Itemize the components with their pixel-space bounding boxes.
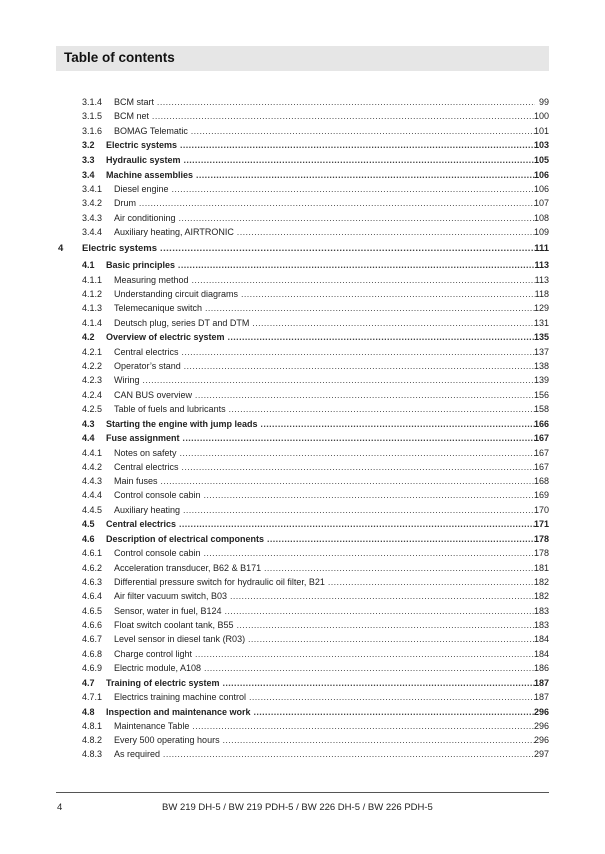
- toc-entry-number: 3.3: [82, 155, 95, 165]
- toc-entry-title-leader: [114, 474, 535, 488]
- toc-entry[interactable]: [0, 604, 605, 618]
- toc-entry[interactable]: [0, 733, 605, 747]
- toc-entry-title-leader: [114, 733, 535, 747]
- toc-entry-title: Every 500 operating hours: [114, 735, 220, 746]
- toc-entry[interactable]: [0, 690, 605, 704]
- toc-entry-number: 3.4.1: [82, 184, 103, 194]
- toc-entry-page: 131: [533, 317, 549, 328]
- toc-entry-title: Main fuses: [114, 476, 158, 487]
- toc-entry-number: 3.4.2: [82, 198, 103, 209]
- toc-entry-title-leader: [106, 330, 535, 344]
- toc-entry[interactable]: [0, 446, 605, 460]
- toc-entry-number: 4.6.5: [82, 605, 103, 616]
- toc-entry-page: 296: [533, 720, 549, 731]
- footer-models: BW 219 DH-5 / BW 219 PDH-5 / BW 226 DH-5 / BW 226 PDH-5: [162, 802, 433, 813]
- footer-page-number: 4: [57, 802, 63, 813]
- toc-entry-number: 4.8.1: [82, 720, 103, 731]
- toc-entry[interactable]: [0, 196, 605, 210]
- toc-entry-title-leader: [114, 373, 535, 387]
- toc-entry-page: 182: [533, 591, 549, 602]
- toc-entry-page: 118: [534, 289, 549, 299]
- toc-entry-page: 184: [533, 648, 549, 659]
- toc-entry[interactable]: [0, 345, 605, 359]
- toc-entry-page: 138: [533, 360, 549, 371]
- toc-entry-title-leader: [114, 719, 535, 733]
- toc-entry-number: 4.1.1: [82, 274, 103, 285]
- toc-entry-number: 4.1: [82, 260, 95, 271]
- toc-entry-page: 106: [533, 184, 549, 194]
- toc-entry-number: 4.6.2: [82, 562, 103, 573]
- toc-entry-number: 4.1.2: [82, 289, 103, 299]
- toc-entry[interactable]: [0, 388, 605, 402]
- toc-entry-page: 171: [533, 519, 549, 530]
- toc-entry-number: 4.6.3: [82, 577, 103, 587]
- toc-entry-number: 4.2.2: [82, 360, 103, 371]
- toc-entry-number: 4.4.4: [82, 490, 103, 501]
- toc-entry-number: 4.2.4: [82, 389, 103, 400]
- toc-entry-page: 106: [533, 169, 549, 180]
- toc-entry[interactable]: [0, 719, 605, 733]
- toc-entry[interactable]: [0, 153, 605, 167]
- toc-entry-page: 181: [533, 562, 549, 573]
- toc-entry-page: 100: [533, 111, 549, 122]
- toc-entry-title: Table of fuels and lubricants: [114, 403, 226, 414]
- toc-entry-title: Electric systems: [82, 243, 157, 255]
- toc-entry-page: 169: [533, 490, 549, 501]
- toc-entry-number: 4.7.1: [82, 691, 103, 702]
- toc-entry[interactable]: [0, 575, 605, 589]
- toc-entry-title: Operator’s stand: [114, 360, 181, 371]
- toc-entry-number: 4.8: [82, 706, 95, 717]
- toc-entry-title-leader: [114, 211, 535, 225]
- toc-entry[interactable]: [0, 561, 605, 575]
- toc-entry-number: 4.6.4: [82, 591, 103, 602]
- toc-entry-title: Control console cabin: [114, 548, 201, 559]
- toc-entry-title-leader: [106, 153, 535, 167]
- toc-entry-title-leader: [114, 225, 535, 239]
- toc-entry[interactable]: [0, 138, 605, 152]
- toc-entry-title-leader: [106, 168, 535, 182]
- toc-entry-title: Basic principles: [106, 260, 176, 271]
- toc-entry[interactable]: [0, 124, 605, 138]
- toc-entry-title: Drum: [114, 198, 136, 209]
- toc-entry-number: 4.6.8: [82, 648, 103, 659]
- toc-entry-number: 3.1.5: [82, 111, 103, 122]
- toc-entry-title: Electric systems: [106, 140, 178, 151]
- toc-entry-title: Sensor, water in fuel, B124: [114, 605, 222, 616]
- toc-entry-title: Description of electrical components: [106, 534, 265, 545]
- toc-entry-title-leader: [82, 242, 535, 256]
- toc-entry-title: Acceleration transducer, B62 & B171: [114, 562, 262, 573]
- toc-entry[interactable]: [0, 676, 605, 690]
- toc-entry-number: 3.2: [82, 140, 95, 151]
- toc-entry-title: Central electrics: [106, 519, 177, 530]
- toc-entry-number: 4.7: [82, 677, 95, 688]
- toc-entry-title-leader: [114, 196, 535, 210]
- toc-entry-title: Hydraulic system: [106, 155, 181, 165]
- toc-entry-title-leader: [114, 287, 535, 301]
- toc-entry-title-leader: [106, 517, 535, 531]
- toc-entry-title: Electric module, A108: [114, 662, 202, 673]
- toc-entry-page: 178: [533, 534, 549, 545]
- toc-entry-page: 113: [534, 274, 549, 285]
- toc-entry-title: Wiring: [114, 375, 140, 386]
- toc-entry-title: Control console cabin: [114, 490, 201, 501]
- toc-entry-title-leader: [114, 661, 535, 675]
- toc-entry-title: Starting the engine with jump leads: [106, 418, 258, 429]
- toc-entry-title: Measuring method: [114, 274, 189, 285]
- toc-entry-title: Auxiliary heating: [114, 504, 181, 515]
- toc-entry-page: 187: [533, 691, 549, 702]
- toc-entry[interactable]: [0, 546, 605, 560]
- toc-entry-page: 103: [533, 140, 549, 151]
- toc-entry-title-leader: [106, 705, 535, 719]
- toc-entry[interactable]: [0, 359, 605, 373]
- toc-entry-title: Charge control light: [114, 648, 193, 659]
- toc-entry-title-leader: [114, 446, 535, 460]
- toc-entry-page: 170: [533, 504, 549, 515]
- toc-entry-page: 182: [533, 577, 549, 587]
- toc-entry-number: 4.2: [82, 332, 95, 343]
- toc-entry-number: 4.4.2: [82, 461, 103, 472]
- toc-entry-number: 4.6: [82, 534, 95, 545]
- toc-entry[interactable]: [0, 431, 605, 445]
- toc-entry-title: Telemecanique switch: [114, 303, 203, 314]
- toc-entry[interactable]: [0, 460, 605, 474]
- toc-entry[interactable]: [0, 417, 605, 431]
- toc-entry-title-leader: [114, 109, 535, 123]
- toc-entry-title-leader: [106, 417, 535, 431]
- toc-entry-title: Float switch coolant tank, B55: [114, 619, 234, 630]
- toc-entry-page: 105: [533, 155, 549, 165]
- toc-entry[interactable]: [0, 225, 605, 239]
- toc-entry-page: 108: [533, 212, 549, 223]
- toc-entry-title: Deutsch plug, series DT and DTM: [114, 317, 250, 328]
- footer-divider: [56, 792, 549, 793]
- toc-entry-title: Understanding circuit diagrams: [114, 289, 239, 299]
- toc-entry[interactable]: [0, 488, 605, 502]
- toc-entry-title-leader: [114, 488, 535, 502]
- toc-entry-title-leader: [114, 273, 535, 287]
- toc-entry-page: 107: [533, 198, 549, 209]
- toc-entry[interactable]: [0, 705, 605, 719]
- toc-entry-number: 4.6.6: [82, 619, 103, 630]
- toc-entry[interactable]: [0, 503, 605, 517]
- toc-entry-title-leader: [114, 388, 535, 402]
- toc-entry-page: 111: [534, 243, 549, 255]
- toc-entry-page: 167: [533, 447, 549, 458]
- toc-entry-title: Overview of electric system: [106, 332, 225, 343]
- toc-entry-title-leader: [114, 632, 535, 646]
- toc-entry-number: 4.4.5: [82, 504, 103, 515]
- toc-entry-title-leader: [114, 460, 535, 474]
- toc-entry-number: 3.1.4: [82, 97, 103, 107]
- toc-entry-title: Diesel engine: [114, 184, 169, 194]
- toc-entry-page: 167: [533, 433, 549, 444]
- toc-entry-title: Differential pressure switch for hydraulic oil filter, B21: [114, 577, 325, 587]
- toc-entry-title-leader: [106, 431, 535, 445]
- toc-entry-number: 4: [58, 243, 64, 255]
- toc-entry[interactable]: [0, 532, 605, 546]
- toc-entry-page: 167: [533, 461, 549, 472]
- toc-entry-number: 4.2.1: [82, 346, 103, 357]
- toc-entry[interactable]: [0, 517, 605, 531]
- toc-entry-title: Notes on safety: [114, 447, 177, 458]
- toc-entry-title-leader: [114, 604, 535, 618]
- toc-entry[interactable]: [0, 182, 605, 196]
- toc-entry-title-leader: [114, 546, 535, 560]
- toc-entry-title-leader: [114, 690, 535, 704]
- toc-entry-title: Maintenance Table: [114, 720, 190, 731]
- toc-entry[interactable]: [0, 242, 605, 256]
- toc-entry-page: 187: [533, 677, 549, 688]
- toc-entry-number: 4.8.2: [82, 735, 103, 746]
- toc-entry-title-leader: [114, 589, 535, 603]
- toc-entry[interactable]: [0, 211, 605, 225]
- toc-entry-page: 129: [533, 303, 549, 314]
- toc-entry-page: 109: [533, 226, 549, 237]
- toc-entry-number: 4.1.3: [82, 303, 103, 314]
- toc-entry-title-leader: [106, 676, 535, 690]
- toc-entry-title-leader: [114, 301, 535, 315]
- toc-entry-title: As required: [114, 749, 161, 760]
- toc-entry-page: 156: [533, 389, 549, 400]
- toc-entry[interactable]: [0, 747, 605, 761]
- toc-entry-title-leader: [114, 402, 535, 416]
- toc-entry-title: Central electrics: [114, 346, 179, 357]
- toc-entry-title-leader: [114, 747, 535, 761]
- toc-entry-number: 4.2.3: [82, 375, 103, 386]
- header-bar: [56, 46, 549, 71]
- toc-entry-title: BCM net: [114, 111, 150, 122]
- toc-entry[interactable]: [0, 287, 605, 301]
- toc-entry[interactable]: [0, 632, 605, 646]
- toc-entry-title-leader: [114, 316, 535, 330]
- toc-entry-title-leader: [106, 258, 535, 272]
- toc-entry-page: 99: [538, 97, 549, 107]
- toc-entry[interactable]: [0, 402, 605, 416]
- toc-entry-page: 113: [534, 260, 549, 271]
- toc-entry[interactable]: [0, 373, 605, 387]
- toc-entry-title: Auxiliary heating, AIRTRONIC: [114, 226, 234, 237]
- toc-entry-title-leader: [114, 359, 535, 373]
- toc-entry[interactable]: [0, 618, 605, 632]
- toc-entry[interactable]: [0, 258, 605, 272]
- toc-entry-number: 4.3: [82, 418, 95, 429]
- toc-entry-page: 297: [533, 749, 549, 760]
- toc-entry-title: Air filter vacuum switch, B03: [114, 591, 228, 602]
- toc-entry-number: 4.6.9: [82, 662, 103, 673]
- page-title: Table of contents: [64, 50, 175, 65]
- toc-entry-title: Inspection and maintenance work: [106, 706, 251, 717]
- toc-entry-title: Fuse assignment: [106, 433, 180, 444]
- toc-entry[interactable]: [0, 474, 605, 488]
- toc-entry-title: Central electrics: [114, 461, 179, 472]
- toc-entry-page: 296: [533, 706, 549, 717]
- toc-entry-page: 178: [533, 548, 549, 559]
- toc-entry-page: 135: [533, 332, 549, 343]
- toc-entry-page: 183: [533, 619, 549, 630]
- toc-entry-title: Air conditioning: [114, 212, 176, 223]
- toc-entry-page: 101: [533, 125, 549, 136]
- toc-entry-number: 3.1.6: [82, 125, 103, 136]
- toc-entry-title-leader: [114, 561, 535, 575]
- toc-entry[interactable]: [0, 168, 605, 182]
- toc-entry[interactable]: [0, 109, 605, 123]
- toc-entry-number: 4.1.4: [82, 317, 103, 328]
- toc-entry-page: 168: [533, 476, 549, 487]
- toc-entry-number: 3.4.3: [82, 212, 103, 223]
- toc-entry-page: 158: [533, 403, 549, 414]
- toc-entry-number: 4.2.5: [82, 403, 103, 414]
- toc-entry-title-leader: [114, 575, 535, 589]
- toc-entry-number: 4.4: [82, 433, 95, 444]
- toc-entry-title-leader: [114, 618, 535, 632]
- toc-entry-title-leader: [114, 503, 535, 517]
- toc-entry-title-leader: [114, 124, 535, 138]
- toc-entry-page: 296: [533, 735, 549, 746]
- toc-entry-page: 183: [533, 605, 549, 616]
- toc-entry-number: 3.4: [82, 169, 95, 180]
- toc-entry[interactable]: [0, 316, 605, 330]
- toc-entry[interactable]: [0, 330, 605, 344]
- toc-entry-page: 166: [533, 418, 549, 429]
- toc-entry-title: Level sensor in diesel tank (R03): [114, 634, 246, 645]
- toc-entry-title-leader: [114, 647, 535, 661]
- toc-entry-number: 4.6.7: [82, 634, 103, 645]
- toc-entry-number: 4.6.1: [82, 548, 103, 559]
- toc-entry[interactable]: [0, 273, 605, 287]
- toc-entry-page: 184: [533, 634, 549, 645]
- toc-entry[interactable]: [0, 647, 605, 661]
- toc-entry[interactable]: [0, 589, 605, 603]
- toc-entry-page: 139: [533, 375, 549, 386]
- toc-entry-title: Electrics training machine control: [114, 691, 247, 702]
- toc-entry-number: 4.8.3: [82, 749, 103, 760]
- toc-entry-title: BOMAG Telematic: [114, 125, 188, 136]
- toc-entry-title: Training of electric system: [106, 677, 220, 688]
- toc-entry-page: 186: [533, 662, 549, 673]
- toc-entry[interactable]: [0, 301, 605, 315]
- toc-entry-number: 4.5: [82, 519, 95, 530]
- toc-entry-title-leader: [114, 345, 535, 359]
- toc-entry[interactable]: [0, 95, 605, 109]
- toc-entry-title-leader: [106, 532, 535, 546]
- toc-entry[interactable]: [0, 661, 605, 675]
- toc-entry-number: 3.4.4: [82, 226, 103, 237]
- toc-entry-page: 137: [533, 346, 549, 357]
- toc-entry-number: 4.4.1: [82, 447, 103, 458]
- toc-entry-title-leader: [114, 95, 535, 109]
- toc-entry-title: Machine assemblies: [106, 169, 194, 180]
- toc-entry-number: 4.4.3: [82, 476, 103, 487]
- toc-entry-title-leader: [114, 182, 535, 196]
- toc-entry-title: BCM start: [114, 97, 155, 107]
- toc-entry-title: CAN BUS overview: [114, 389, 193, 400]
- toc-entry-title-leader: [106, 138, 535, 152]
